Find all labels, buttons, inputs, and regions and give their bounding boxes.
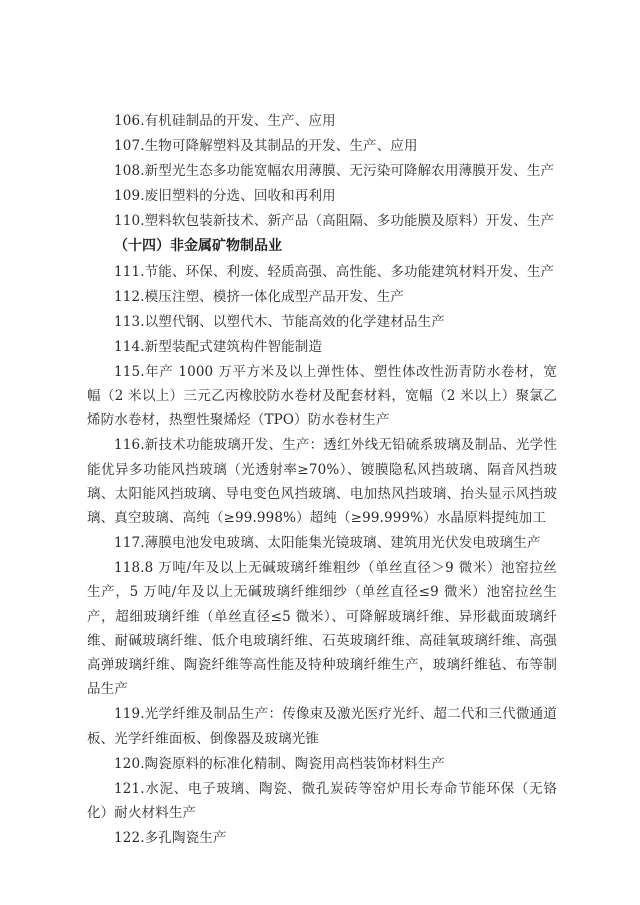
list-item-117: 117.薄膜电池发电玻璃、太阳能集光镜玻璃、建筑用光伏发电玻璃生产 xyxy=(114,535,541,552)
list-item-120: 120.陶瓷原料的标准化精制、陶瓷用高档装饰材料生产 xyxy=(114,755,445,772)
list-item-108: 108.新型光生态多功能宽幅农用薄膜、无污染可降解农用薄膜开发、生产 xyxy=(114,163,555,180)
list-item-109: 109.废旧塑料的分选、回收和再利用 xyxy=(114,188,336,205)
list-item-122: 122.多孔陶瓷生产 xyxy=(114,830,227,847)
list-item-116: 116.新技术功能玻璃开发、生产：透红外线无铅硫系玻璃及制品、光学性能优异多功能风挡玻璃（光透射率≥70%）、镀膜隐私风挡玻璃、隔音风挡玻璃、太阳能风挡玻璃、导电变色风挡玻璃、电加热风挡玻璃、抬头显示风挡玻璃、真空玻璃、高纯（≥99.998%）超纯（≥99.999%）水晶原料提纯加工 xyxy=(87,437,557,527)
list-item-121: 121.水泥、电子玻璃、陶瓷、微孔炭砖等窑炉用长寿命节能环保（无铬化）耐火材料生产 xyxy=(87,780,557,821)
list-item-114: 114.新型装配式建筑构件智能制造 xyxy=(114,338,323,355)
list-item-111: 111.节能、环保、利废、轻质高强、高性能、多功能建筑材料开发、生产 xyxy=(114,263,555,280)
list-item-106: 106.有机硅制品的开发、生产、应用 xyxy=(114,113,336,129)
list-item-107: 107.生物可降解塑料及其制品的开发、生产、应用 xyxy=(114,138,418,155)
list-item-112: 112.模压注塑、模挤一体化成型产品开发、生产 xyxy=(114,288,405,305)
list-item-115: 115.年产 1000 万平方米及以上弹性体、塑性体改性沥青防水卷材，宽幅（2 米以上）三元乙丙橡胶防水卷材及配套材料，宽幅（2 米以上）聚氯乙烯防水卷材，热塑性聚烯烃（TPO）防水卷材生产 xyxy=(87,363,557,429)
list-item-110: 110.塑料软包装新技术、新产品（高阻隔、多功能膜及原料）开发、生产 xyxy=(114,213,555,230)
list-item-119: 119.光学纤维及制品生产：传像束及激光医疗光纤、超二代和三代微通道板、光学纤维面板、倒像器及玻璃光锥 xyxy=(87,706,557,747)
list-item-113: 113.以塑代钢、以塑代木、节能高效的化学建材品生产 xyxy=(114,313,445,330)
list-item-118: 118.8 万吨/年及以上无碱玻璃纤维粗纱（单丝直径＞9 微米）池窑拉丝生产，5 万吨/年及以上无碱玻璃纤维细纱（单丝直径≤9 微米）池窑拉丝生产，超细玻璃纤维（单丝直径≤5 微米）、可降解玻璃纤维、异形截面玻璃纤维、耐碱玻璃纤维、低介电玻璃纤维、石英玻璃纤维、高硅氧玻璃纤维、高强高弹玻璃纤维、陶瓷纤维等高性能及特种玻璃纤维生产，玻璃纤维毡、布等制品生产 xyxy=(87,560,557,698)
document-body xyxy=(87,109,557,851)
section-heading: （十四）非金属矿物制品业 xyxy=(114,238,282,255)
